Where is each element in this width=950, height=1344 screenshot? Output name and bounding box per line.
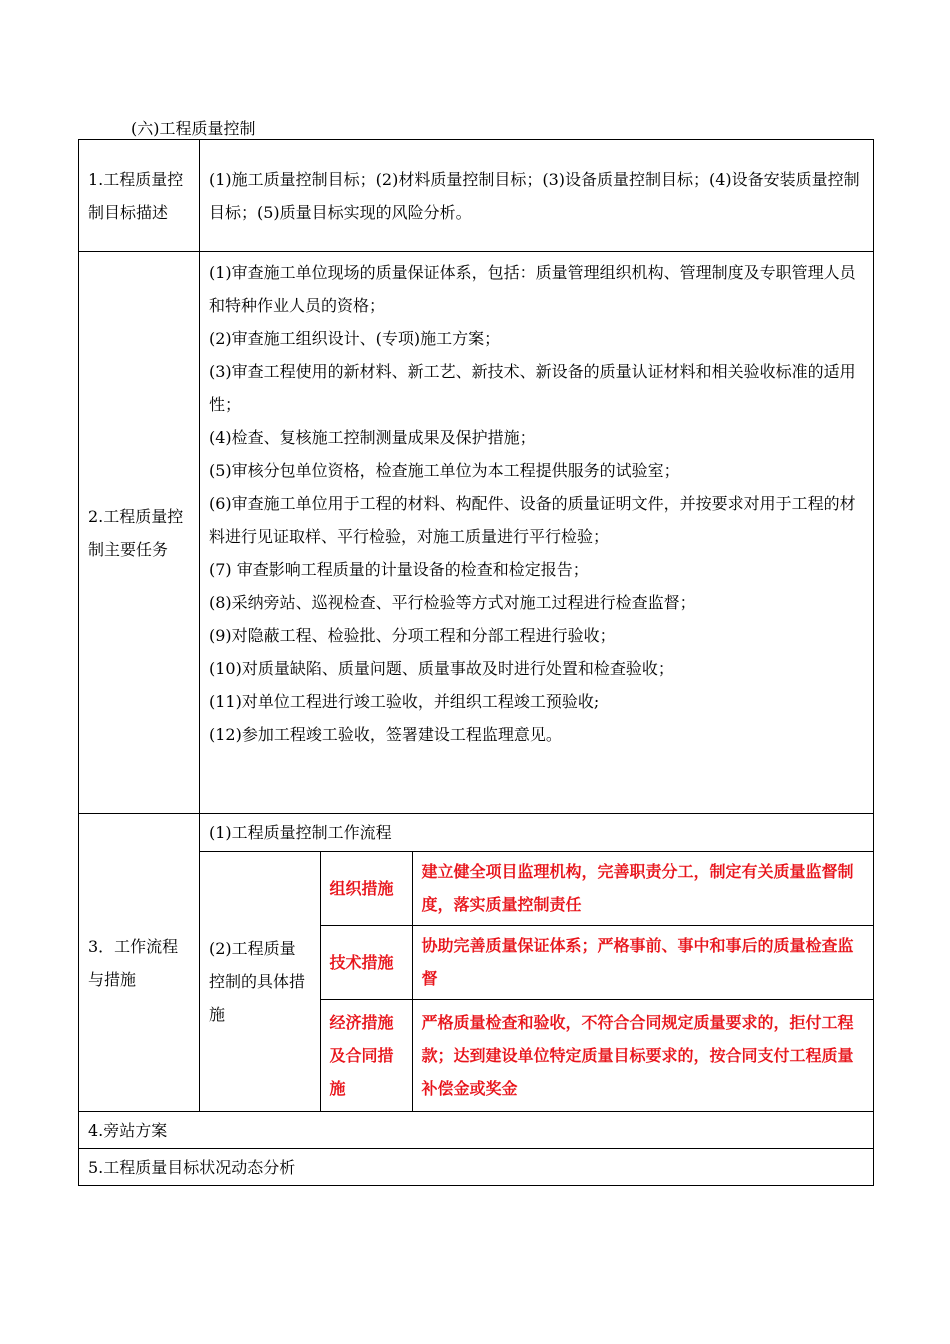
measure-desc: 协助完善质量保证体系；严格事前、事中和事后的质量检查监督 [412,925,874,999]
task-item: (7) 审查影响工程质量的计量设备的检查和检定报告； [209,560,589,579]
quality-control-table [78,139,874,1186]
dynamic-analysis-label: 5.工程质量目标状况动态分析 [79,1149,874,1186]
workflow-content [200,814,874,1112]
section-heading: (六)工程质量控制 [131,119,256,138]
measure-name: 组织措施 [320,851,412,925]
task-item: (1)审查施工单位现场的质量保证体系，包括：质量管理组织机构、管理制度及专职管理人员和特种作业人员的资格； [209,263,856,315]
task-item: (5)审核分包单位资格，检查施工单位为本工程提供服务的试验室； [209,461,680,480]
row-workflow-measures [79,814,874,1112]
main-tasks-label: 2.工程质量控制主要任务 [79,252,200,814]
task-item: (12)参加工程竣工验收，签署建设工程监理意见。 [209,725,562,744]
task-item: (10)对质量缺陷、质量问题、质量事故及时进行处置和检查验收； [209,659,674,678]
task-item: (3)审查工程使用的新材料、新工艺、新技术、新设备的质量认证材料和相关验收标准的适用性； [209,362,856,414]
measure-desc: 建立健全项目监理机构，完善职责分工，制定有关质量监督制度，落实质量控制责任 [412,851,874,925]
workflow-flow: (1)工程质量控制工作流程 [200,814,874,851]
task-item: (9)对隐蔽工程、检验批、分项工程和分部工程进行验收； [209,626,616,645]
task-item: (2)审查施工组织设计、(专项)施工方案； [209,329,501,348]
row-objectives [79,140,874,252]
main-tasks-content [200,252,874,814]
row-side-station [79,1112,874,1149]
row-dynamic-analysis [79,1149,874,1186]
task-item: (4)检查、复核施工控制测量成果及保护措施； [209,428,536,447]
measure-name: 经济措施及合同措施 [320,999,412,1111]
task-item: (6)审查施工单位用于工程的材料、构配件、设备的质量证明文件，并按要求对用于工程的材料进行见证取样、平行检验，对施工质量进行平行检验； [209,494,856,546]
task-item: (11)对单位工程进行竣工验收，并组织工程竣工预验收; [209,692,600,711]
measures-label: (2)工程质量控制的具体措施 [200,851,320,1111]
row-main-tasks [79,252,874,814]
measure-name: 技术措施 [320,925,412,999]
objectives-label: 1.工程质量控制目标描述 [79,140,200,252]
measures-table [200,814,874,1111]
side-station-label: 4.旁站方案 [79,1112,874,1149]
workflow-label: 3．工作流程与措施 [79,814,200,1112]
objectives-content: (1)施工质量控制目标；(2)材料质量控制目标；(3)设备质量控制目标；(4)设备安装质量控制目标；(5)质量目标实现的风险分析。 [200,140,874,252]
measure-desc: 严格质量检查和验收，不符合合同规定质量要求的，拒付工程款；达到建设单位特定质量目标要求的，按合同支付工程质量补偿金或奖金 [412,999,874,1111]
task-item: (8)采纳旁站、巡视检查、平行检验等方式对施工过程进行检查监督； [209,593,696,612]
